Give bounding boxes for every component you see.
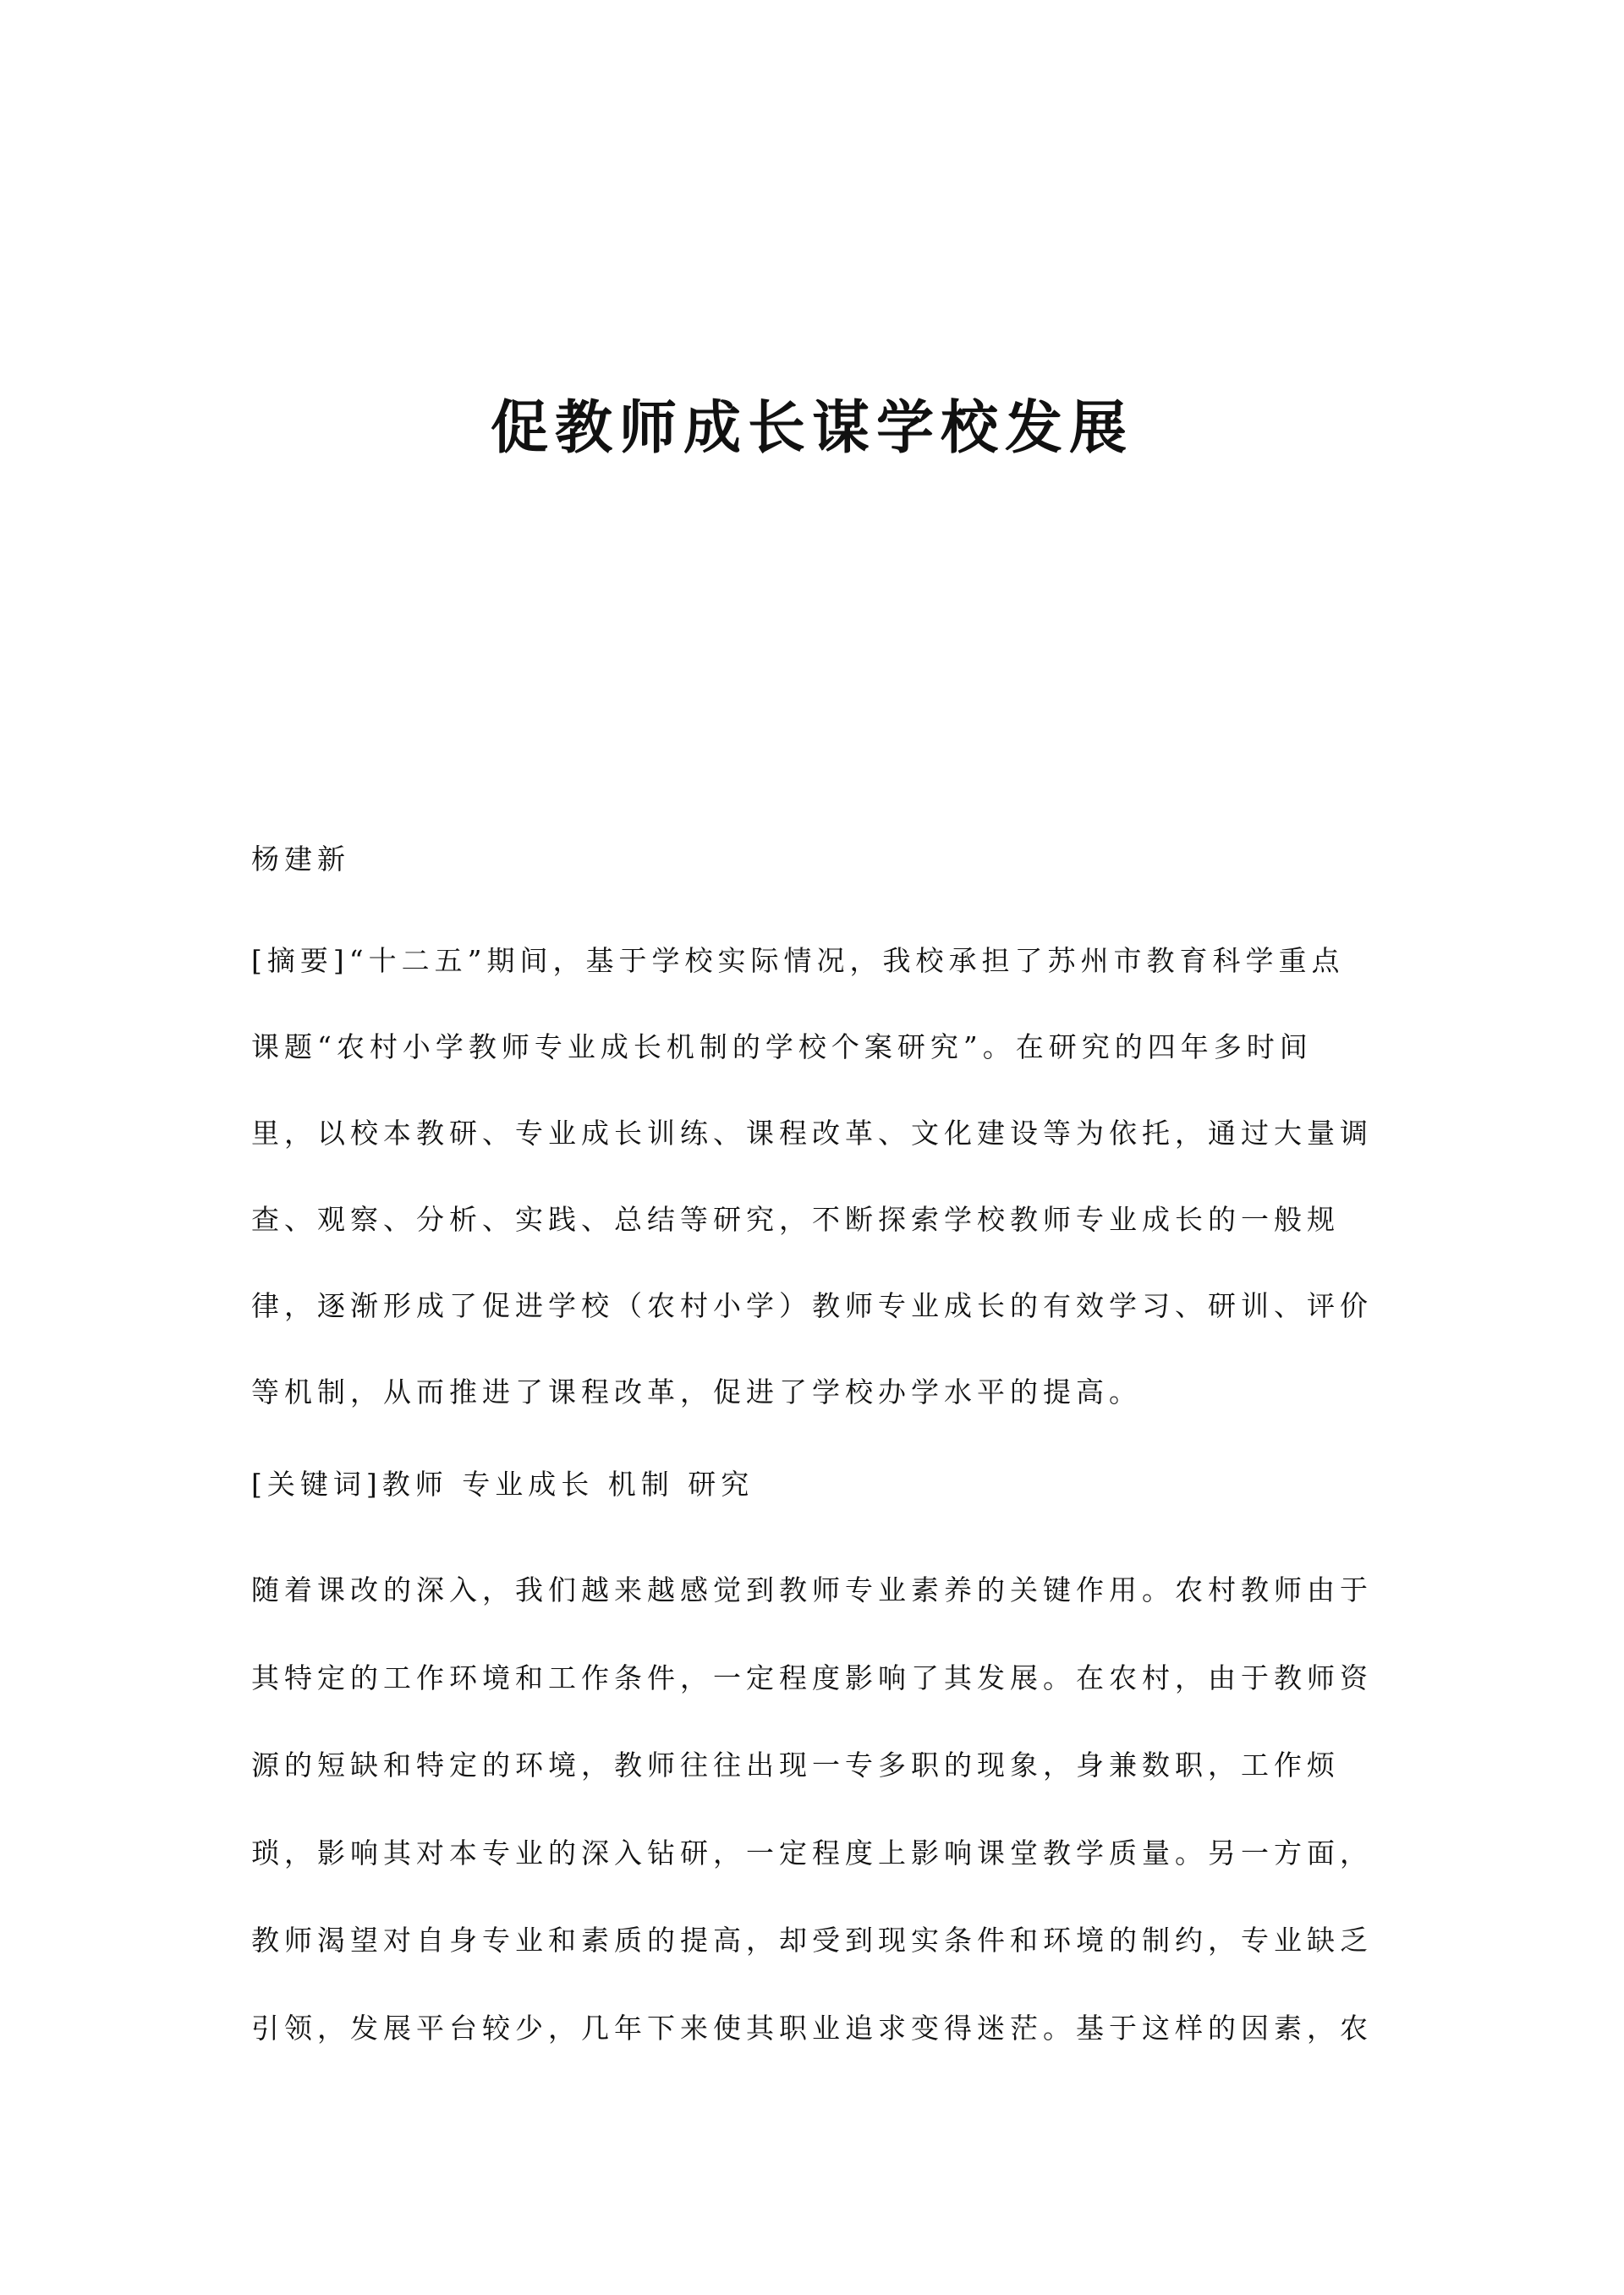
abstract-line: 里，以校本教研、专业成长训练、课程改革、文化建设等为依托，通过大量调 bbox=[251, 1117, 1373, 1150]
author-name bbox=[251, 816, 1385, 903]
body-paragraph bbox=[251, 1546, 1385, 2072]
body-line: 其特定的工作环境和工作条件，一定程度影响了其发展。在农村，由于教师资 bbox=[251, 1661, 1373, 1694]
abstract-line: [摘要]“十二五”期间，基于学校实际情况，我校承担了苏州市教育科学重点 bbox=[251, 944, 1345, 977]
body-line: 源的短缺和特定的环境，教师往往出现一专多职的现象，身兼数职，工作烦 bbox=[251, 1749, 1340, 1782]
body-line: 教师渴望对自身专业和素质的提高，却受到现实条件和环境的制约，专业缺乏 bbox=[251, 1924, 1373, 1957]
author-line: 杨建新 bbox=[251, 843, 350, 876]
body-line: 随着课改的深入，我们越来越感觉到教师专业素养的关键作用。农村教师由于 bbox=[251, 1573, 1373, 1606]
abstract-line: 等机制，从而推进了课程改革，促进了学校办学水平的提高。 bbox=[251, 1375, 1142, 1408]
abstract-line: 查、观察、分析、实践、总结等研究，不断探索学校教师专业成长的一般规 bbox=[251, 1203, 1340, 1236]
abstract-line: 律，逐渐形成了促进学校（农村小学）教师专业成长的有效学习、研训、评价 bbox=[251, 1289, 1373, 1322]
keywords-paragraph bbox=[251, 1441, 1385, 1528]
body-line: 琐，影响其对本专业的深入钻研，一定程度上影响课堂教学质量。另一方面， bbox=[251, 1836, 1373, 1869]
abstract-paragraph bbox=[251, 918, 1385, 1436]
abstract-line: 课题“农村小学教师专业成长机制的学校个案研究”。在研究的四年多时间 bbox=[251, 1030, 1313, 1063]
body-line: 引领，发展平台较少，几年下来使其职业追求变得迷茫。基于这样的因素，农 bbox=[251, 2011, 1373, 2045]
keywords-line: [关键词]教师 专业成长 机制 研究 bbox=[251, 1468, 754, 1501]
document-title: 促教师成长谋学校发展 bbox=[490, 394, 1133, 462]
